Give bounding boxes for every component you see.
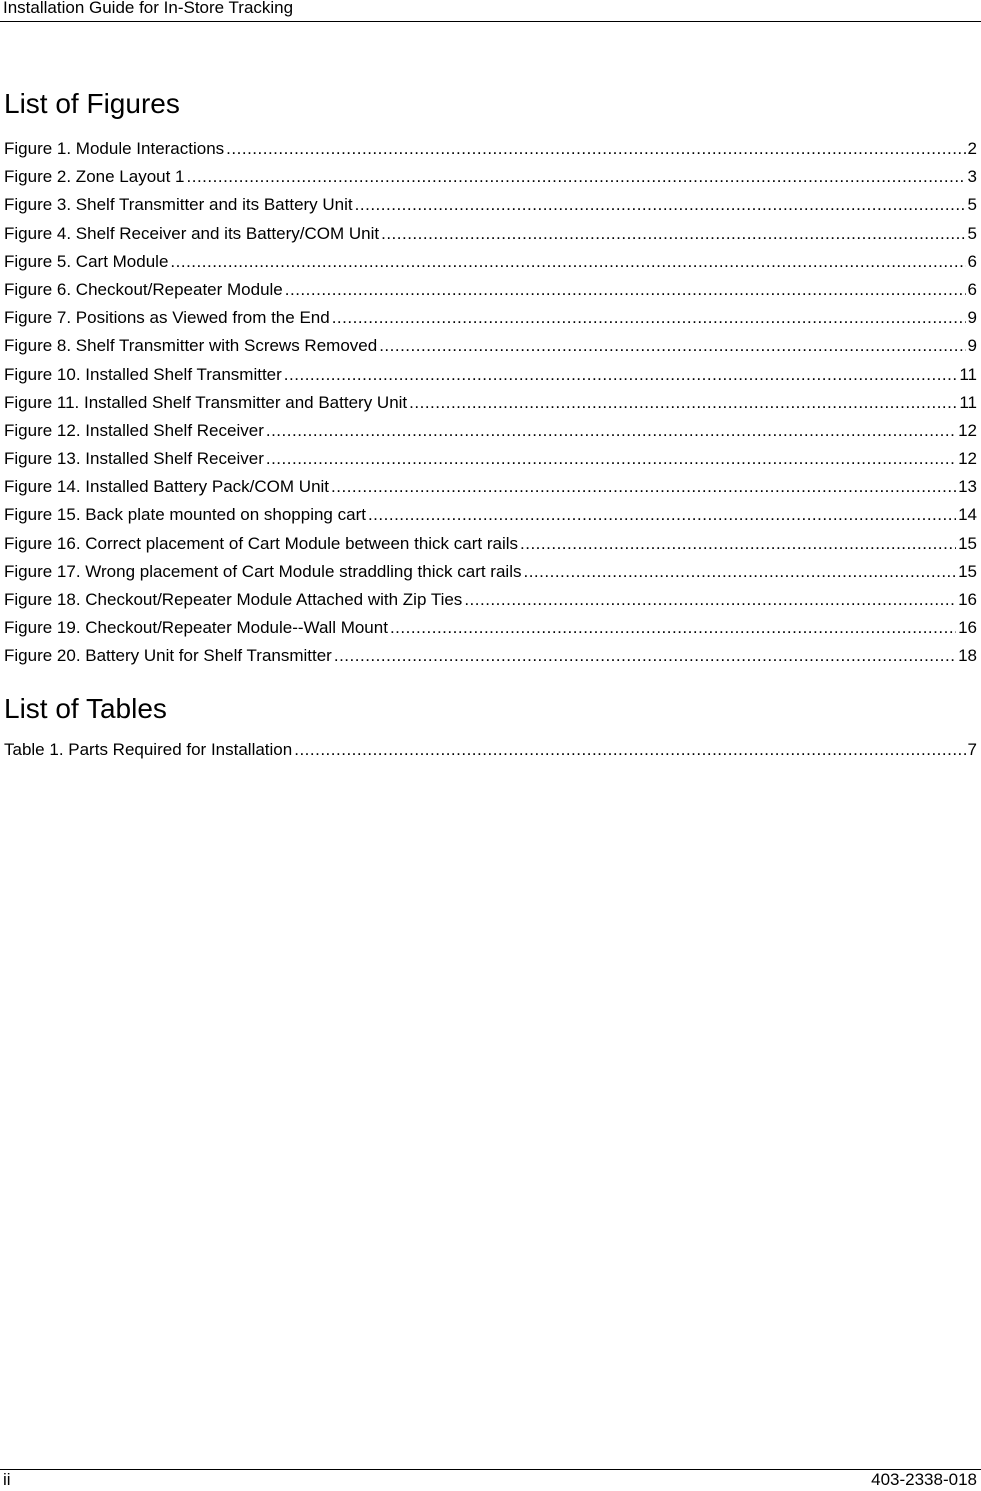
entry-title: Figure 3. Shelf Transmitter and its Battery Unit <box>4 195 353 215</box>
figures-list <box>4 135 977 671</box>
dot-leader <box>331 473 956 501</box>
dot-leader <box>294 736 965 764</box>
dot-leader <box>285 276 966 304</box>
entry-title: Figure 18. Checkout/Repeater Module Attached with Zip Ties <box>4 590 463 609</box>
entry-page-number: 16 <box>958 618 977 638</box>
entry-title: Figure 19. Checkout/Repeater Module--Wall Mount <box>4 618 388 638</box>
entry-title: Figure 1. Module Interactions <box>4 139 225 158</box>
entry-title: Figure 10. Installed Shelf Transmitter <box>4 364 282 384</box>
figure-entry[interactable] <box>4 558 977 586</box>
dot-leader <box>520 530 956 558</box>
entry-page-number: 9 <box>967 336 977 356</box>
dot-leader <box>334 642 956 670</box>
footer-document-number: 403-2338-018 <box>871 1470 977 1489</box>
document-title: Installation Guide for In-Store Tracking <box>3 0 294 17</box>
entry-page-number: 2 <box>967 139 977 158</box>
entry-title: Figure 17. Wrong placement of Cart Module straddling thick cart rails <box>4 561 522 581</box>
figure-entry[interactable] <box>4 361 977 389</box>
figure-entry[interactable] <box>4 530 977 558</box>
figure-entry[interactable] <box>4 473 977 501</box>
figure-entry[interactable] <box>4 417 977 445</box>
entry-title: Figure 2. Zone Layout 1 <box>4 167 185 187</box>
entry-title: Figure 7. Positions as Viewed from the End <box>4 308 330 328</box>
entry-title: Figure 15. Back plate mounted on shopping cart <box>4 505 366 525</box>
figure-entry[interactable] <box>4 332 977 360</box>
dot-leader <box>379 332 965 360</box>
entry-title: Figure 11. Installed Shelf Transmitter and Battery Unit <box>4 392 408 412</box>
page-footer <box>0 1469 981 1491</box>
entry-page-number: 9 <box>967 308 977 328</box>
dot-leader <box>409 389 957 417</box>
entry-page-number: 7 <box>967 740 977 759</box>
dot-leader <box>355 191 966 219</box>
entry-page-number: 13 <box>958 477 977 497</box>
figure-entry[interactable] <box>4 276 977 304</box>
dot-leader <box>523 558 956 586</box>
entry-page-number: 3 <box>967 167 977 187</box>
table-entry[interactable] <box>4 736 977 764</box>
figure-entry[interactable] <box>4 304 977 332</box>
footer-page-number: ii <box>3 1470 11 1489</box>
list-of-figures-heading: List of Figures <box>4 88 180 119</box>
dot-leader <box>170 248 965 276</box>
entry-title: Figure 12. Installed Shelf Receiver <box>4 420 264 440</box>
entry-page-number: 12 <box>958 420 977 440</box>
dot-leader <box>368 501 956 529</box>
dot-leader <box>266 417 956 445</box>
entry-title: Figure 13. Installed Shelf Receiver <box>4 449 264 469</box>
figure-entry[interactable] <box>4 135 977 163</box>
entry-title: Figure 6. Checkout/Repeater Module <box>4 279 283 299</box>
dot-leader <box>332 304 966 332</box>
entry-title: Figure 5. Cart Module <box>4 251 169 271</box>
entry-page-number: 11 <box>959 364 977 384</box>
dot-leader <box>187 163 966 191</box>
entry-page-number: 5 <box>967 223 977 243</box>
dot-leader <box>464 586 956 614</box>
entry-title: Figure 16. Correct placement of Cart Module between thick cart rails <box>4 533 519 553</box>
figure-entry[interactable] <box>4 501 977 529</box>
dot-leader <box>390 614 956 642</box>
dot-leader <box>381 220 965 248</box>
entry-page-number: 15 <box>958 561 977 581</box>
entry-title: Figure 8. Shelf Transmitter with Screws Removed <box>4 336 378 356</box>
figure-entry[interactable] <box>4 389 977 417</box>
figure-entry[interactable] <box>4 642 977 670</box>
entry-title: Table 1. Parts Required for Installation <box>4 740 293 759</box>
entry-page-number: 14 <box>958 505 977 525</box>
dot-leader <box>284 361 958 389</box>
page-header <box>0 0 981 22</box>
list-of-tables-heading: List of Tables <box>4 693 167 724</box>
entry-page-number: 15 <box>958 533 977 553</box>
figure-entry[interactable] <box>4 220 977 248</box>
tables-list <box>4 736 977 764</box>
entry-page-number: 11 <box>959 392 977 412</box>
entry-title: Figure 20. Battery Unit for Shelf Transmitter <box>4 646 332 666</box>
figure-entry[interactable] <box>4 163 977 191</box>
figure-entry[interactable] <box>4 191 977 219</box>
figure-entry[interactable] <box>4 586 977 614</box>
entry-page-number: 12 <box>958 449 977 469</box>
entry-title: Figure 4. Shelf Receiver and its Battery/COM Unit <box>4 223 380 243</box>
dot-leader <box>226 135 965 163</box>
entry-page-number: 16 <box>958 590 977 609</box>
entry-page-number: 6 <box>967 251 977 271</box>
figure-entry[interactable] <box>4 614 977 642</box>
dot-leader <box>266 445 956 473</box>
entry-page-number: 6 <box>967 279 977 299</box>
figure-entry[interactable] <box>4 248 977 276</box>
entry-page-number: 5 <box>967 195 977 215</box>
figure-entry[interactable] <box>4 445 977 473</box>
entry-title: Figure 14. Installed Battery Pack/COM Unit <box>4 477 330 497</box>
entry-page-number: 18 <box>958 646 977 666</box>
